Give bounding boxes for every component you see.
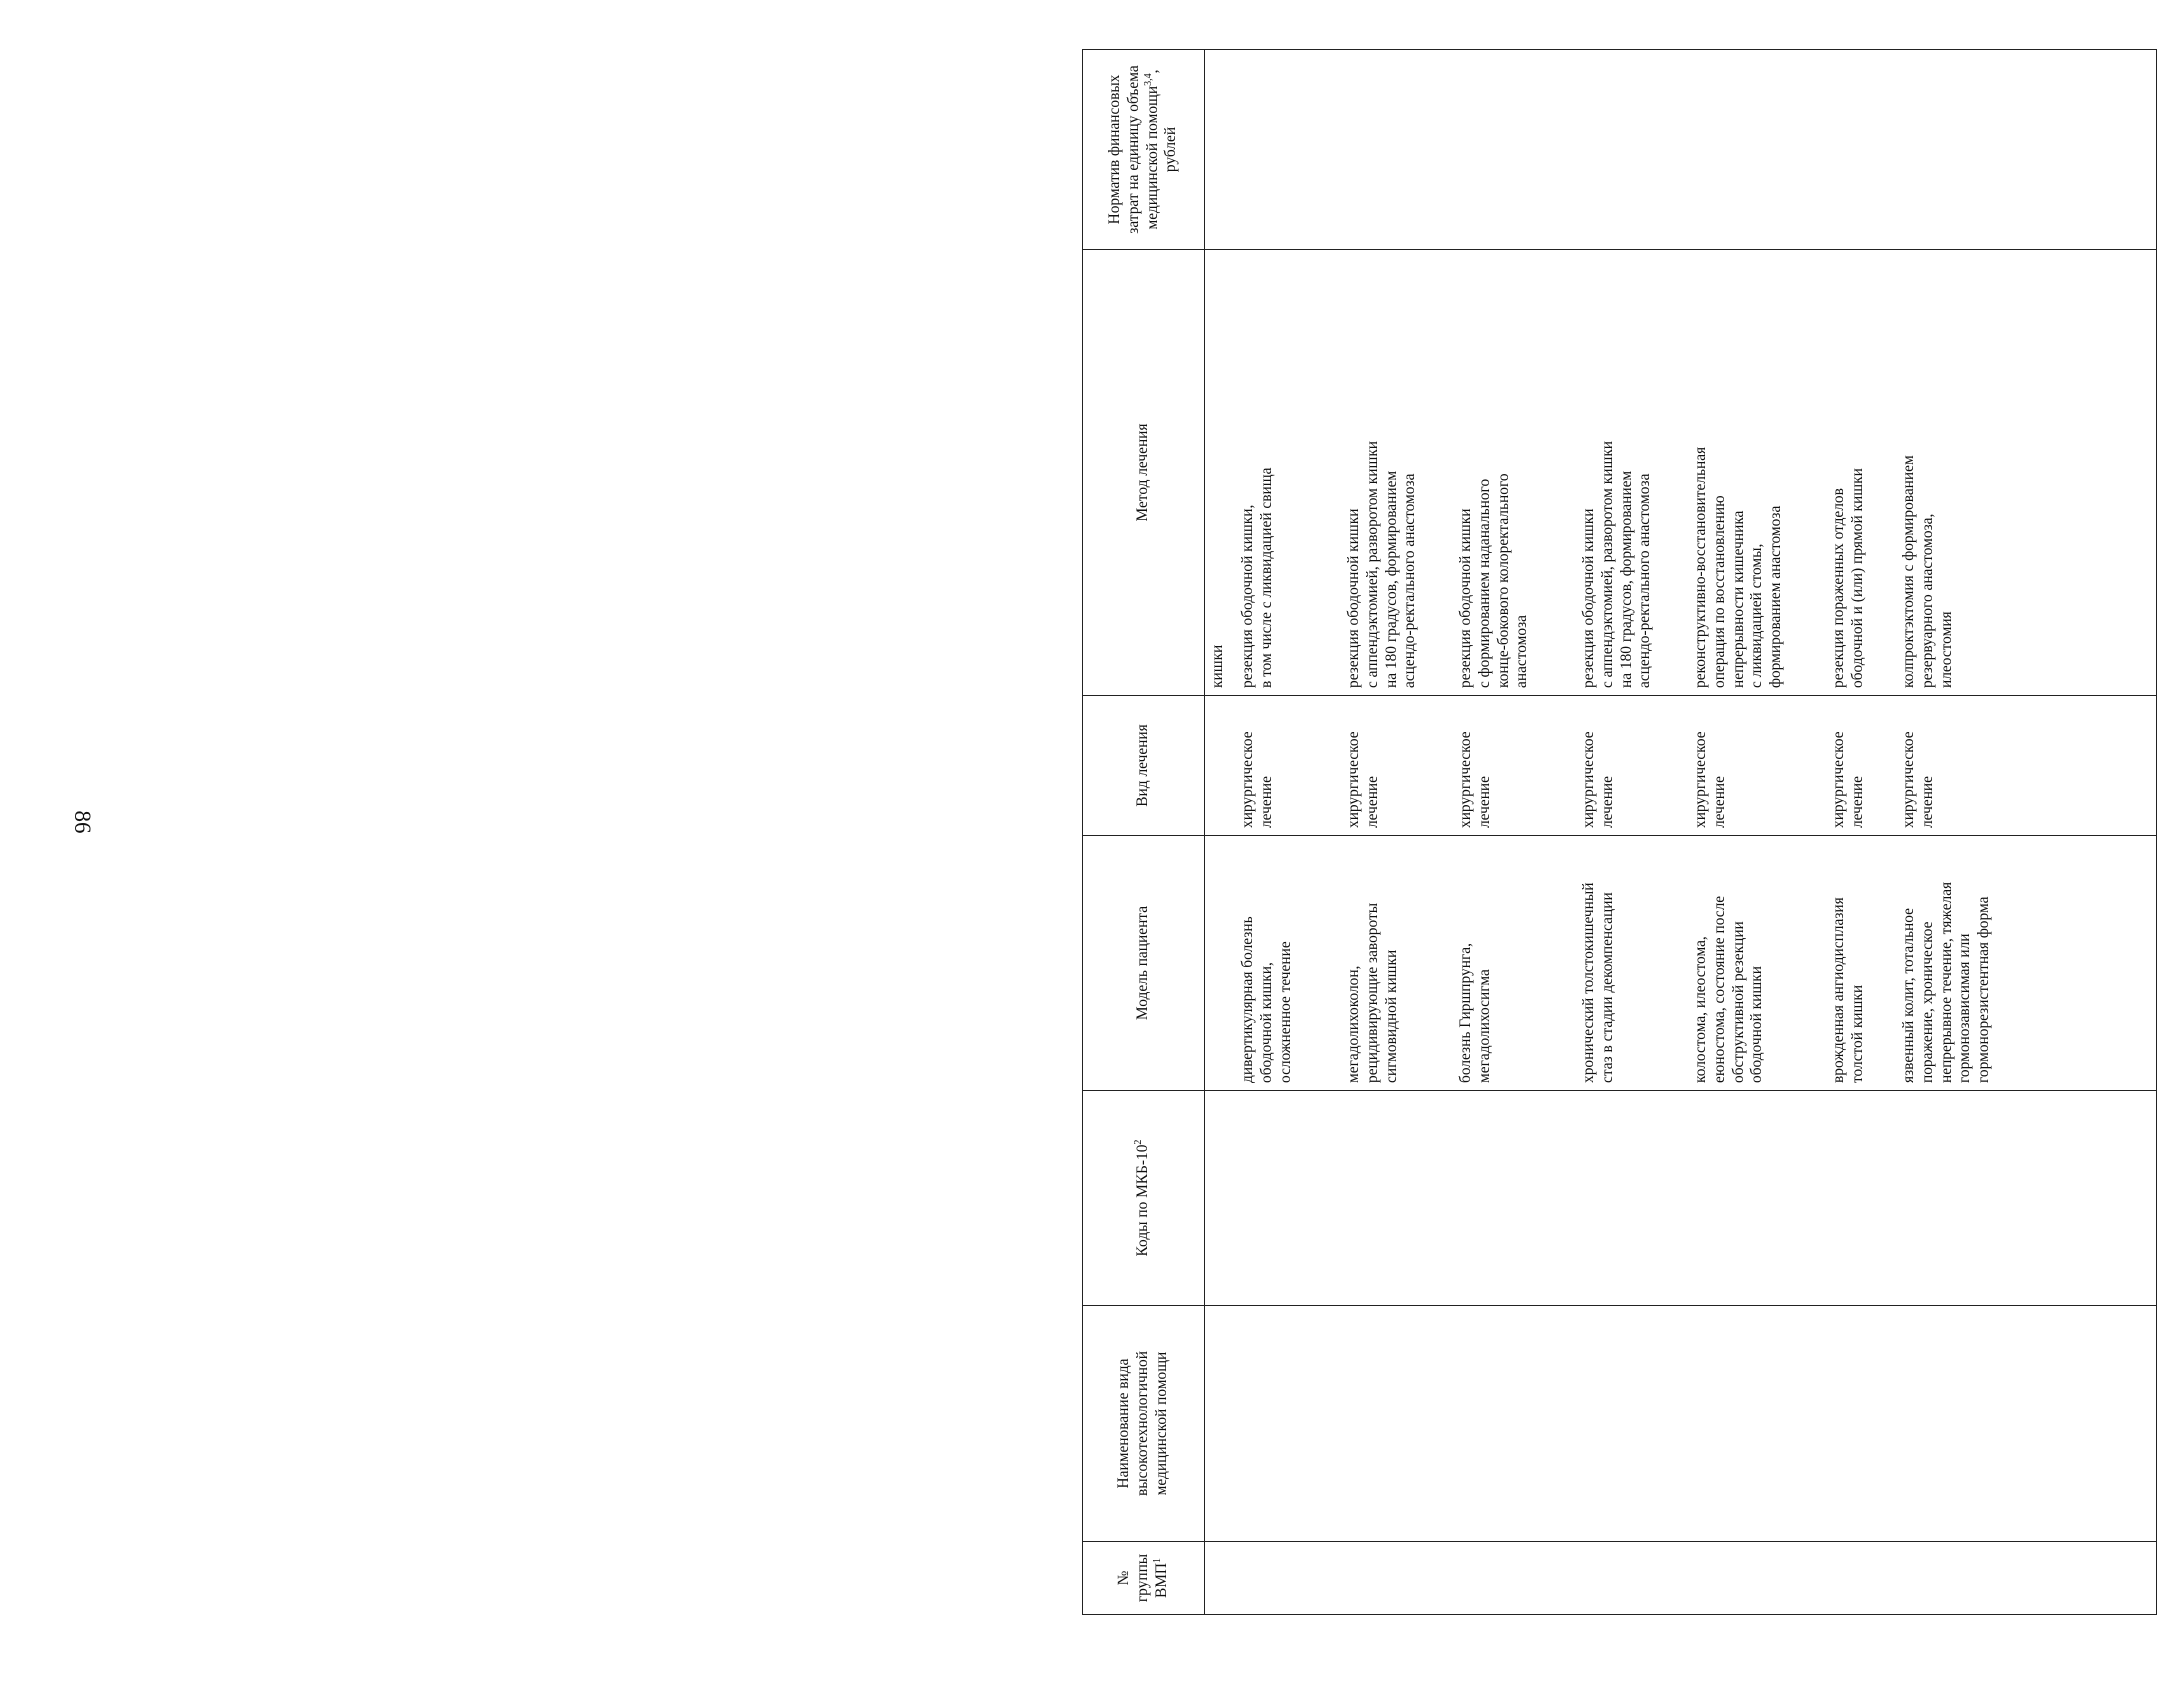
list-item: кишки (1209, 644, 1226, 688)
cell-patient-model (1205, 836, 2157, 1091)
header-patient-model: Модель пациента (1083, 836, 1205, 1091)
list-item: хирургическое лечение (1457, 731, 1493, 828)
cell-treatment-type (1205, 696, 2157, 836)
list-item: хирургическое лечение (1239, 731, 1275, 828)
list-item: колостома, илеостома, еюностома, состояние после обструктивной резекции ободочной кишки (1692, 895, 1766, 1083)
list-item: язвенный колит, тотальное поражение, хроническое непрерывное течение, тяжелая гормонозависимая или гормонорезистентная форма (1900, 881, 1993, 1083)
header-vmp-name: Наименование вида высокотехнологичной медицинской помощи (1083, 1306, 1205, 1542)
list-item: колпроктэктомия с формированием резервуарного анастомоза, илеостомия (1900, 455, 1955, 688)
list-item: резекция ободочной кишки с аппендэктомией, разворотом кишки на 180 градусов, формированием асцендо-ректального анастомоза (1580, 440, 1654, 688)
vmp-table (1082, 49, 2157, 1615)
header-treatment-type: Вид лечения (1083, 696, 1205, 836)
header-icd-codes: Коды по МКБ-$10^2$ (1083, 1091, 1205, 1306)
list-item: хирургическое лечение (1830, 731, 1866, 828)
rotated-table-wrapper (1082, 50, 2157, 1615)
list-item: хирургическое лечение (1580, 731, 1616, 828)
list-item: дивертикулярная болезнь ободочной кишки, осложненное течение (1239, 916, 1294, 1083)
page-number: 86 (70, 810, 95, 834)
list-item: реконструктивно-восстановительная операция по восстановлению непрерывности кишечника с ликвидацией стомы, формированием анастомоза (1692, 446, 1785, 688)
cell-vmp-name (1205, 1306, 2157, 1542)
header-row (1083, 50, 1205, 1615)
cell-group-number (1205, 1542, 2157, 1615)
list-item: хронический толстокишечный стаз в стадии декомпенсации (1580, 882, 1616, 1083)
list-item: хирургическое лечение (1692, 731, 1728, 828)
header-group-number: № группы ВМП$^1$ (1083, 1542, 1205, 1615)
list-item: врожденная ангиодисплазия толстой кишки (1830, 897, 1866, 1083)
list-item: резекция пораженных отделов ободочной и (или) прямой кишки (1830, 468, 1866, 688)
list-item: резекция ободочной кишки с формированием наданального конце-бокового колоректального анастомоза (1457, 473, 1531, 688)
header-treatment-method: Метод лечения (1083, 250, 1205, 696)
list-item: хирургическое лечение (1900, 731, 1936, 828)
list-item: резекция ободочной кишки, в том числе с ликвидацией свища (1239, 467, 1275, 688)
list-item: болезнь Гиршпрунга, мегадолихосигма (1457, 943, 1493, 1083)
list-item: резекция ободочной кишки с аппендэктомией, разворотом кишки на 180 градусов, формированием асцендо-ректального анастомоза (1345, 440, 1419, 688)
list-item: хирургическое лечение (1345, 731, 1381, 828)
header-financial-norm: Норматив финансовых затрат на единицу объема медицинской помощи$^{3,4}$, рублей (1083, 50, 1205, 250)
table-row (1205, 50, 2157, 1615)
list-item: мегадолихоколон, рецидивирующие завороты сигмовидной кишки (1345, 902, 1400, 1083)
cell-financial-norm (1205, 50, 2157, 250)
cell-treatment-method (1205, 250, 2157, 696)
cell-icd-codes (1205, 1091, 2157, 1306)
